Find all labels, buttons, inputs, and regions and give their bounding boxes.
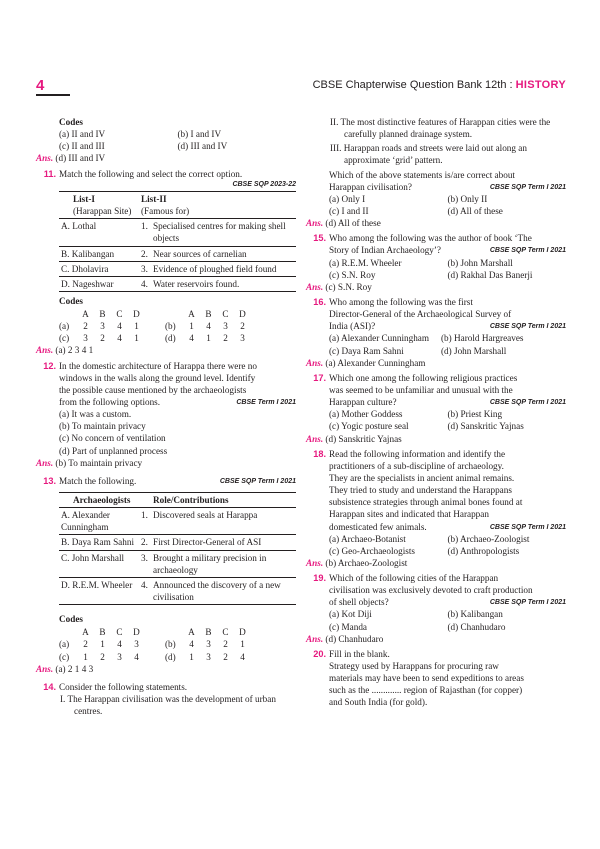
table-row xyxy=(59,535,296,550)
option: (c) Manda xyxy=(329,621,368,632)
question-line: was seemed to be unfamiliar and unusual with the xyxy=(329,384,513,395)
answer-text: (d) All of these xyxy=(325,218,381,229)
code-head: C xyxy=(116,627,123,638)
question-12 xyxy=(36,360,296,469)
option: (b) Archaeo-Zoologist xyxy=(447,533,530,544)
source-tag: CBSE SQP Term I 2021 xyxy=(489,399,566,407)
table-row xyxy=(59,276,296,291)
row-number: 1. xyxy=(141,510,148,521)
answer-label: Ans. xyxy=(306,433,324,444)
row-number: 3. xyxy=(141,263,148,274)
option: (a) Kot Diji xyxy=(329,609,372,620)
code-head: C xyxy=(222,309,229,320)
row-desc: Brought a military precision in archaeology xyxy=(153,552,267,575)
running-head xyxy=(313,78,566,93)
source-tag: CBSE SQP Term I 2021 xyxy=(489,523,566,531)
row-letter: A. xyxy=(61,510,70,521)
question-number: 14. xyxy=(43,681,56,692)
question-line: practitioners of a sub-discipline of archaeology. xyxy=(329,460,504,471)
row-site: John Marshall xyxy=(71,552,125,563)
row-letter: D. xyxy=(61,579,70,590)
right-column xyxy=(306,116,566,709)
option: (a) II and IV xyxy=(59,129,106,140)
source-tag: CBSE SQP Term I 2021 xyxy=(489,247,566,255)
question-line: materials may have been to send expeditions to areas xyxy=(329,673,524,684)
option: (a) R.E.M. Wheeler xyxy=(329,257,402,268)
table-row xyxy=(59,577,296,604)
option: (b) Priest King xyxy=(447,409,503,420)
row-desc: First Director-General of ASI xyxy=(153,537,262,548)
option: (c) No concern of ventilation xyxy=(59,433,166,444)
row-letter: C. xyxy=(61,263,70,274)
answer-text: (d) Sanskritic Yajnas xyxy=(325,433,402,444)
option: (d) Anthropologists xyxy=(447,545,520,556)
source-tag: CBSE SQP Term I 2021 xyxy=(489,183,566,191)
question-20 xyxy=(306,648,566,709)
statement-3: III. Harappan roads and streets were laid out along an approximate ‘grid’ pattern. xyxy=(330,143,527,166)
options xyxy=(306,257,566,281)
option: (a) It was a custom. xyxy=(59,409,132,420)
prev-options xyxy=(36,128,296,152)
match-table xyxy=(59,492,296,605)
codes-table xyxy=(59,308,251,344)
col2-head: List-II xyxy=(141,193,167,204)
question-line: Who among the following was the first xyxy=(329,296,473,307)
question-line: Strategy used by Harappans for procuring raw xyxy=(329,661,499,672)
question-line: Story of Indian Archaeology’? xyxy=(329,245,442,256)
match-table xyxy=(59,191,296,292)
row-letter: B. xyxy=(61,537,70,548)
left-column xyxy=(36,116,296,717)
table-row xyxy=(59,261,296,276)
option: (d) Rakhal Das Banerji xyxy=(447,269,533,280)
source-tag: CBSE SQP 2023-22 xyxy=(232,180,296,188)
row-site: Alexander Cunningham xyxy=(61,510,110,533)
option: (c) Yogic posture seal xyxy=(329,421,409,432)
row-number: 2. xyxy=(141,537,148,548)
question-16 xyxy=(306,296,566,369)
question-line: and South India (for gold). xyxy=(329,697,428,708)
codes xyxy=(59,295,296,345)
page-number-underline xyxy=(36,94,70,96)
answer xyxy=(306,281,566,293)
question-line: subsistence strategies through animal bones found at xyxy=(329,497,523,508)
answer-label: Ans. xyxy=(306,218,324,229)
source-tag: CBSE SQP Term I 2021 xyxy=(219,477,296,485)
answer xyxy=(306,357,566,369)
table-header xyxy=(59,191,139,218)
code-row: (c) 1 2 3 4 (d) 1 3 2 4 xyxy=(59,651,245,662)
question-line: civilisation was exclusively devoted to craft production xyxy=(329,585,533,596)
code-row: (c) 3 2 4 1 (d) 4 1 2 3 xyxy=(59,333,245,344)
question-line: Director-General of the Archaeological Survey of xyxy=(329,309,512,320)
question-text: Match the following. xyxy=(59,475,137,486)
answer-text: (d) Chanhudaro xyxy=(325,633,384,644)
options xyxy=(36,408,296,457)
code-head: A xyxy=(188,627,195,638)
option: (b) I and IV xyxy=(177,129,222,140)
source-tag: CBSE Term I 2021 xyxy=(236,399,296,407)
row-number: 1. xyxy=(141,221,148,232)
question-line: They are the specialists in ancient animal remains. xyxy=(329,472,515,483)
answer xyxy=(36,457,296,469)
option: (d) Sanskritic Yajnas xyxy=(447,421,524,432)
row-letter: C. xyxy=(61,552,70,563)
answer-label: Ans. xyxy=(36,345,54,356)
option: (c) Daya Ram Sahni xyxy=(329,345,404,356)
option: (d) John Marshall xyxy=(441,345,507,356)
row-letter: D. xyxy=(61,278,70,289)
statement-1: I. The Harappan civilisation was the development of urban centres. xyxy=(60,694,276,717)
code-head: A xyxy=(82,309,89,320)
code-head: B xyxy=(99,627,106,638)
question-18 xyxy=(306,448,566,569)
row-site: Nageshwar xyxy=(72,278,114,289)
answer-label: Ans. xyxy=(306,357,324,368)
row-letter: B. xyxy=(61,248,70,259)
option: (c) Geo-Archaeologists xyxy=(329,545,415,556)
question-number: 20. xyxy=(313,648,326,659)
answer-text: (a) 2 3 4 1 xyxy=(55,345,94,356)
question-text: Consider the following statements. xyxy=(59,681,188,692)
answer-text: (b) To maintain privacy xyxy=(55,457,143,468)
row-desc: Evidence of ploughed field found xyxy=(153,263,277,274)
code-head: C xyxy=(222,627,229,638)
question-15 xyxy=(306,232,566,293)
answer xyxy=(36,663,296,675)
answer xyxy=(306,433,566,445)
option: (d) III and IV xyxy=(177,141,228,152)
question-number: 17. xyxy=(313,372,326,383)
option: (c) I and II xyxy=(329,205,369,216)
answer xyxy=(306,217,566,229)
answer-text: (d) III and IV xyxy=(55,153,106,164)
table-row xyxy=(59,508,296,535)
options xyxy=(306,608,566,632)
option: (b) Kalibangan xyxy=(447,609,503,620)
option: (d) Chanhudaro xyxy=(447,621,506,632)
answer xyxy=(306,557,566,569)
table-header xyxy=(139,191,296,218)
option: (a) Alexander Cunningham xyxy=(329,333,430,344)
question-11 xyxy=(36,168,296,357)
code-head: D xyxy=(239,627,246,638)
question-line: Harappan civilisation? xyxy=(329,181,412,192)
question-17 xyxy=(306,372,566,445)
prev-codes-label: Codes xyxy=(59,117,83,127)
answer-text: (c) S.N. Roy xyxy=(325,281,372,292)
row-number: 3. xyxy=(141,552,148,563)
question-number: 11. xyxy=(43,168,56,179)
row-number: 2. xyxy=(141,248,148,259)
question-19 xyxy=(306,572,566,645)
options xyxy=(306,533,566,557)
option: (d) All of these xyxy=(447,205,503,216)
question-line: They tried to study and understand the Harappans xyxy=(329,485,512,496)
codes-label: Codes xyxy=(59,295,83,306)
question-line: Who among the following was the author of book ‘The xyxy=(329,233,532,244)
statement-2: II. The most distinctive features of Harappan cities were the carefully planned drainage system. xyxy=(330,117,551,140)
code-row: (a) 2 1 4 3 (b) 4 3 2 1 xyxy=(59,639,245,650)
table-row xyxy=(59,246,296,261)
option: (b) Harold Hargreaves xyxy=(441,333,524,344)
row-desc: Announced the discovery of a new civilisation xyxy=(153,579,281,603)
code-head: D xyxy=(133,627,140,638)
question-line: Harappan sites and indicated that Harappan xyxy=(329,509,489,520)
question-line: Fill in the blank. xyxy=(329,648,390,659)
running-head-title: CBSE Chapterwise Question Bank 12th : xyxy=(312,79,516,91)
question-line: windows in the walls along the ground level. Identify xyxy=(59,372,256,383)
question-number: 12. xyxy=(43,360,56,371)
row-desc: Discovered seals at Harappa xyxy=(153,510,258,521)
row-site: Daya Ram Sahni xyxy=(71,537,134,548)
answer-label: Ans. xyxy=(36,457,54,468)
question-14 xyxy=(36,681,296,717)
table-row xyxy=(59,219,296,246)
question-line: Harappan culture? xyxy=(329,397,397,408)
option: (a) Only I xyxy=(329,193,366,204)
question-number: 16. xyxy=(313,296,326,307)
row-site: R.E.M. Wheeler xyxy=(72,579,133,590)
row-desc: Water reservoirs found. xyxy=(153,278,240,289)
row-site: Kalibangan xyxy=(71,248,115,259)
option: (c) S.N. Roy xyxy=(329,269,376,280)
row-site: Lothal xyxy=(72,221,97,232)
running-head-subject: HISTORY xyxy=(515,79,566,91)
answer xyxy=(36,344,296,356)
col1-sub: (Harappan Site) xyxy=(73,206,132,217)
question-line: Read the following information and identify the xyxy=(329,448,506,459)
code-head: B xyxy=(205,309,212,320)
option: (b) John Marshall xyxy=(447,257,513,268)
question-line: from the following options. xyxy=(59,397,161,408)
answer-label: Ans. xyxy=(36,153,54,164)
code-head: D xyxy=(133,309,140,320)
options xyxy=(306,332,566,356)
option: (b) Only II xyxy=(447,193,488,204)
question-line: the possible cause mentioned by the archaeologists xyxy=(59,384,247,395)
table-row xyxy=(59,550,296,577)
question-13 xyxy=(36,475,296,675)
row-number: 4. xyxy=(141,278,148,289)
option: (d) Part of unplanned process xyxy=(59,445,168,456)
question-line: domesticated few animals. xyxy=(329,521,427,532)
answer-text: (b) Archaeo-Zoologist xyxy=(325,557,408,568)
answer-label: Ans. xyxy=(306,633,324,644)
options xyxy=(306,193,566,217)
question-number: 18. xyxy=(313,448,326,459)
codes-table xyxy=(59,626,251,662)
codes-label: Codes xyxy=(59,614,83,625)
col2-head: Role/Contributions xyxy=(153,495,229,506)
question-line: Which one among the following religious practices xyxy=(329,372,518,383)
code-head: D xyxy=(239,309,246,320)
answer-text: (a) 2 1 4 3 xyxy=(55,663,94,674)
code-head: A xyxy=(82,627,89,638)
row-desc: Specialised centres for making shell objects xyxy=(153,221,286,244)
codes xyxy=(59,613,296,663)
question-number: 13. xyxy=(43,475,56,486)
question-line: Which of the above statements is/are correct about xyxy=(329,169,515,180)
option: (a) Archaeo-Botanist xyxy=(329,533,406,544)
col1-head: List-I xyxy=(73,193,95,204)
answer-label: Ans. xyxy=(306,557,324,568)
options xyxy=(306,408,566,432)
answer-label: Ans. xyxy=(36,663,54,674)
row-desc: Near sources of carnelian xyxy=(153,248,247,259)
col2-sub: (Famous for) xyxy=(141,206,190,217)
question-line: of shell objects? xyxy=(329,597,389,608)
code-head: A xyxy=(188,309,195,320)
question-line: India (ASI)? xyxy=(329,321,376,332)
option: (b) To maintain privacy xyxy=(59,421,146,432)
question-number: 15. xyxy=(313,233,326,244)
col1-head: Archaeologists xyxy=(73,495,131,506)
row-site: Dholavira xyxy=(71,263,109,274)
question-number: 19. xyxy=(313,573,326,584)
source-tag: CBSE SQP Term I 2021 xyxy=(489,599,566,607)
prev-answer xyxy=(36,152,296,164)
answer-label: Ans. xyxy=(306,281,324,292)
answer xyxy=(306,633,566,645)
page-number: 4 xyxy=(36,77,45,94)
option: (a) Mother Goddess xyxy=(329,409,403,420)
row-number: 4. xyxy=(141,579,148,590)
answer-text: (a) Alexander Cunningham xyxy=(325,357,426,368)
question-line: In the domestic architecture of Harappa there were no xyxy=(59,360,257,371)
question-line: Which of the following cities of the Harappan xyxy=(329,573,499,584)
code-head: C xyxy=(116,309,123,320)
option: (c) II and III xyxy=(59,141,105,152)
code-head: B xyxy=(205,627,212,638)
code-row: (a) 2 3 4 1 (b) 1 4 3 2 xyxy=(59,321,245,332)
source-tag: CBSE SQP Term I 2021 xyxy=(489,323,566,331)
row-letter: A. xyxy=(61,221,70,232)
question-text: Match the following and select the correct option. xyxy=(59,168,243,179)
question-line: such as the ............. region of Rajasthan (for copper) xyxy=(329,685,523,696)
code-head: B xyxy=(99,309,106,320)
